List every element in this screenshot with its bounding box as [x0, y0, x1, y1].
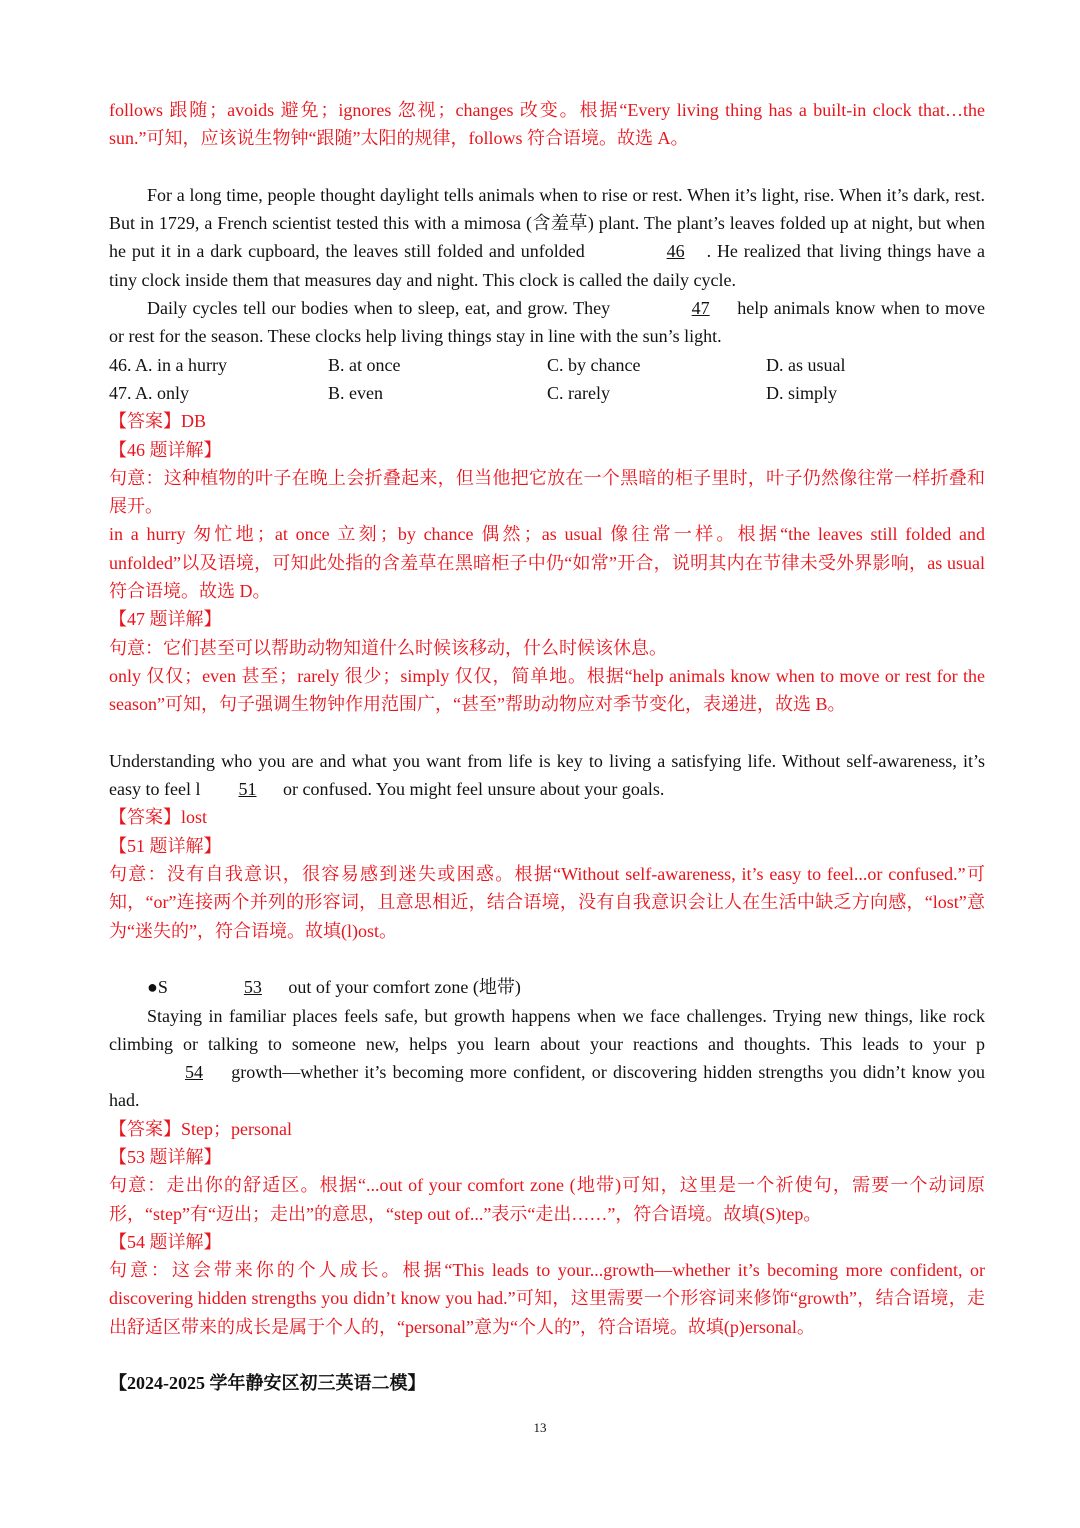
sentence-meaning: 句意：这种植物的叶子在晚上会折叠起来，但当他把它放在一个黑暗的柜子里时，叶子仍然像往常一样折叠和展开。 [109, 467, 985, 517]
explanation-text: 句意：走出你的舒适区。根据“...out of your comfort zone (地带)可知，这里是一个祈使句，需要一个动词原形，“step”有“迈出；走出”的意思，“step out of...”表示“走出……”，符合语境。故填(S)tep。 [109, 1175, 985, 1224]
bullet-text: ●S [147, 977, 168, 998]
question-heading: 【53 题详解】 [109, 1146, 222, 1167]
explanation-text: 句意：没有自我意识，很容易感到迷失或困惑。根据“Without self-awareness, it’s easy to feel...or confused.”可知，“or”连接两个并列的形容词，且意思相近，结合语境，没有自我意识会让人在生活中缺乏方向感，“lost”意为“迷失的”，符合语境。故填(l)ost。 [109, 864, 985, 941]
passage-paragraph [109, 181, 985, 294]
answer-line: 【答案】lost [109, 807, 208, 828]
question-heading: 【46 题详解】 [109, 439, 222, 460]
option-a: 46. A. in a hurry [109, 354, 227, 375]
blank-46: 46 [666, 241, 685, 262]
passage-paragraph [109, 1002, 985, 1115]
answer-line: 【答案】Step；personal [109, 1118, 292, 1139]
passage-text: growth—whether it’s becoming more confident, or discovering hidden strengths you didn’t know you had. [109, 1062, 986, 1111]
question-heading: 【54 题详解】 [109, 1231, 222, 1252]
spacer [109, 153, 985, 181]
blank-54: 54 [185, 1062, 203, 1083]
spacer [109, 719, 985, 747]
page-content [109, 96, 985, 1398]
spacer [109, 1341, 985, 1369]
passage-text: help animals know when to move or rest for the season. These clocks help living things stay in line with the sun’s light. [109, 298, 986, 347]
blank-53: 53 [243, 977, 262, 998]
spacer [109, 945, 985, 973]
option-c: C. by chance [547, 354, 641, 375]
passage-text: . He realized that living things have a tiny clock inside them that measures day and night. This clock is called the daily cycle. [109, 241, 986, 290]
bullet-text: out of your comfort zone (地带) [288, 977, 521, 998]
option-b: B. at once [328, 354, 401, 375]
passage-text: or confused. You might feel unsure about your goals. [282, 779, 665, 800]
section-title: 【2024-2025 学年静安区初三英语二模】 [109, 1373, 426, 1394]
passage-paragraph [109, 747, 985, 804]
option-c: C. rarely [547, 382, 610, 403]
passage-paragraph [109, 294, 985, 351]
explanation-text: 句意：这会带来你的个人成长。根据“This leads to your...growth—whether it’s becoming more confident, or discovering hidden strengths you didn’t know you had.”可知，这里需要一个形容词来修饰“growth”，结合语境，走出舒适区带来的成长是属于个人的，“personal”意为“个人的”，符合语境。故填(p)ersonal。 [109, 1260, 985, 1337]
option-d: D. simply [766, 382, 838, 403]
bullet-heading [109, 973, 985, 1001]
question-heading: 【51 题详解】 [109, 835, 222, 856]
options-row-47 [109, 379, 985, 407]
answer-line: 【答案】DB [109, 411, 207, 432]
option-a: 47. A. only [109, 382, 190, 403]
explanation-text: in a hurry 匆忙地；at once 立刻；by chance 偶然；as usual 像往常一样。根据“the leaves still folded and unfolded”以及语境，可知此处指的含羞草在黑暗柜子中仍“如常”开合，说明其内在节律未受外界影响，as usual 符合语境。故选 D。 [109, 524, 985, 602]
explanation-text: only 仅仅；even 甚至；rarely 很少；simply 仅仅，简单地。根据“help animals know when to move or rest for the season”可知，句子强调生物钟作用范围广，“甚至”帮助动物应对季节变化，表递进，故选 B。 [109, 665, 986, 715]
blank-51: 51 [238, 779, 257, 800]
passage-text: Understanding who you are and what you want from life is key to living a satisfying life. Without self-awareness, it’s easy to feel l [109, 750, 985, 800]
passage-text: For a long time, people thought daylight tells animals when to rise or rest. When it’s light, rise. When it’s dark, rest. But in 1729, a French scientist tested this with a mimosa (含羞草) plant. The plant’s leaves folded up at night, but when he put it in a dark cupboard, the leaves still folded and unfolded [109, 184, 985, 262]
explanation-text: follows 跟随；avoids 避免；ignores 忽视；changes 改变。根据“Every living thing has a built-in clock that…the sun.”可知，应该说生物钟“跟随”太阳的规律，follows 符合语境。故选 A。 [109, 100, 985, 149]
sentence-meaning: 句意：它们甚至可以帮助动物知道什么时候该移动，什么时候该休息。 [109, 637, 667, 658]
blank-47: 47 [691, 298, 710, 319]
options-row-46 [109, 351, 985, 379]
passage-text: Daily cycles tell our bodies when to sleep, eat, and grow. They [147, 298, 611, 319]
option-b: B. even [328, 382, 383, 403]
passage-text: Staying in familiar places feels safe, but growth happens when we face challenges. Trying new things, like rock climbing or talking to someone new, helps you learn about your reactions and thoughts. This leads to your p [109, 1005, 985, 1054]
page-number: 13 [533, 1420, 547, 1435]
question-heading: 【47 题详解】 [109, 609, 222, 630]
option-d: D. as usual [766, 354, 846, 375]
